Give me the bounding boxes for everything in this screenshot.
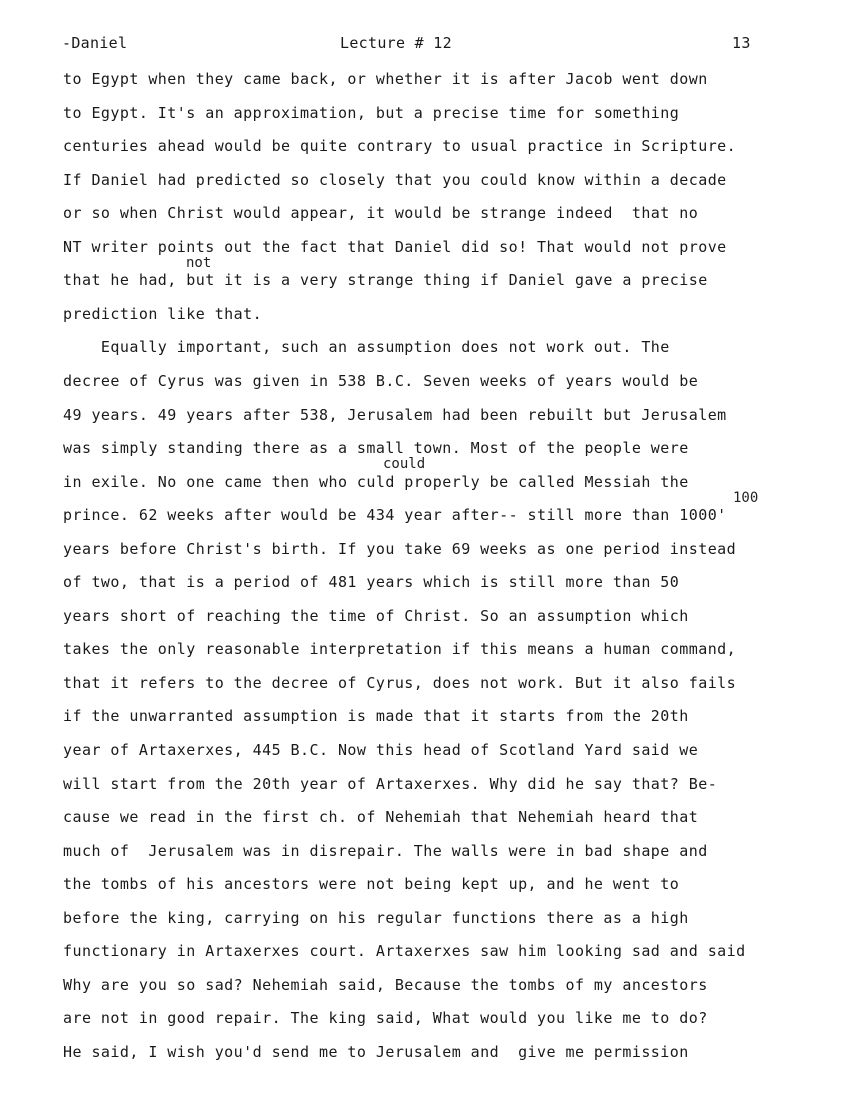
text-line: If Daniel had predicted so closely that you could know within a decade: [63, 170, 727, 189]
text-line: was simply standing there as a small town. Most of the people were: [63, 439, 689, 458]
text-line: years before Christ's birth. If you take 69 weeks as one period instead: [63, 539, 737, 558]
text-line: centuries ahead would be quite contrary to usual practice in Scripture.: [63, 137, 737, 156]
text-line: are not in good repair. The king said, What would you like me to do?: [63, 1009, 708, 1028]
handwritten-insertion-100: 100: [733, 490, 759, 506]
header-left-title: -Daniel: [62, 34, 128, 52]
text-line: the tombs of his ancestors were not being kept up, and he went to: [63, 875, 680, 894]
text-line: decree of Cyrus was given in 538 B.C. Seven weeks of years would be: [63, 371, 699, 390]
header-lecture-number: Lecture # 12: [340, 34, 452, 52]
text-line: years short of reaching the time of Christ. So an assumption which: [63, 606, 689, 625]
text-line: Why are you so sad? Nehemiah said, Because the tombs of my ancestors: [63, 975, 708, 994]
text-line: year of Artaxerxes, 445 B.C. Now this head of Scotland Yard said we: [63, 741, 699, 759]
text-line: if the unwarranted assumption is made that it starts from the 20th: [63, 707, 689, 726]
text-line: that he had, but it is a very strange thing if Daniel gave a precise: [63, 271, 708, 290]
text-line: 49 years. 49 years after 538, Jerusalem had been rebuilt but Jerusalem: [63, 405, 727, 424]
text-line: prediction like that.: [63, 304, 263, 323]
text-line: functionary in Artaxerxes court. Artaxerxes saw him looking sad and said: [63, 942, 746, 961]
text-line: before the king, carrying on his regular functions there as a high: [63, 908, 689, 927]
text-line: or so when Christ would appear, it would be strange indeed that no: [63, 204, 699, 223]
text-line: cause we read in the first ch. of Nehemiah that Nehemiah heard that: [63, 808, 699, 827]
text-line: in exile. No one came then who culd properly be called Messiah the: [63, 472, 689, 491]
text-line: to Egypt when they came back, or whether it is after Jacob went down: [63, 70, 708, 88]
text-line: much of Jerusalem was in disrepair. The walls were in bad shape and: [63, 841, 708, 860]
text-line: to Egypt. It's an approximation, but a precise time for something: [63, 103, 680, 122]
handwritten-insertion-could: could: [383, 456, 426, 472]
page-number: 13: [732, 34, 751, 52]
text-line: prince. 62 weeks after would be 434 year after-- still more than 1000': [63, 506, 727, 525]
text-line: will start from the 20th year of Artaxerxes. Why did he say that? Be-: [63, 774, 718, 793]
text-line: takes the only reasonable interpretation if this means a human command,: [63, 640, 737, 659]
text-line: He said, I wish you'd send me to Jerusalem and give me permission: [63, 1042, 689, 1061]
text-line: NT writer points out the fact that Daniel did so! That would not prove: [63, 237, 727, 256]
text-line: Equally important, such an assumption does not work out. The: [63, 338, 670, 357]
text-line: that it refers to the decree of Cyrus, does not work. But it also fails: [63, 673, 737, 692]
text-line: of two, that is a period of 481 years which is still more than 50: [63, 573, 680, 592]
handwritten-insertion-not: not: [186, 255, 212, 271]
